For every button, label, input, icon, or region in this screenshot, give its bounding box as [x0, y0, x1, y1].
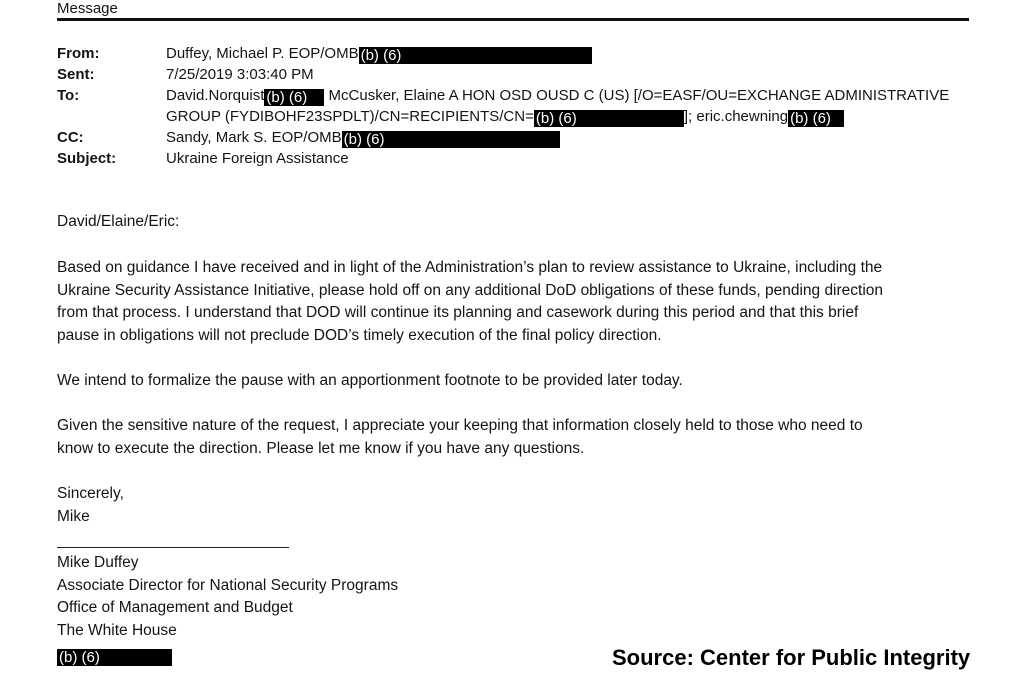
paragraph-3: [57, 415, 977, 460]
redaction-box: (b) (6): [788, 110, 844, 127]
to-recipient-cn: GROUP (FYDIBOHF23SPDLT)/CN=RECIPIENTS/CN=: [166, 108, 534, 125]
paragraph-line: from that process. I understand that DOD will continue its planning and casework during this period and that this brief: [57, 304, 859, 321]
to-recipient-mccusker: McCusker, Elaine A HON OSD OUSD C (US) [/O=EASF/OU=EXCHANGE ADMINISTRATIVE: [324, 87, 950, 104]
from-key: From:: [57, 45, 100, 62]
closing-name: Mike: [57, 508, 90, 525]
from-field: [166, 44, 592, 64]
cc-field: [166, 128, 560, 148]
to-recipient-norquist: David.Norquist: [166, 87, 265, 104]
redaction-box: (b) (6): [57, 649, 172, 666]
closing: Sincerely,: [57, 485, 124, 502]
paragraph-line: know to execute the direction. Please let me know if you have any questions.: [57, 439, 585, 457]
signature-rule: [57, 547, 289, 548]
to-key: To:: [57, 87, 80, 104]
paragraph-line: Based on guidance I have received and in light of the Administration’s plan to review assistance to Ukraine, including the: [57, 259, 883, 276]
signature-name: Mike Duffey: [57, 554, 139, 571]
source-credit: Source: Center for Public Integrity: [612, 645, 971, 670]
sent-value: 7/25/2019 3:03:40 PM: [166, 66, 314, 83]
paragraph-line: pause in obligations will not preclude DOD’s timely execution of the final policy direction.: [57, 326, 662, 344]
redaction-box: (b) (6): [342, 131, 560, 148]
signature-org: The White House: [57, 622, 177, 639]
to-recipient-chewning: ]; eric.chewning: [683, 108, 789, 125]
subject-key: Subject:: [57, 150, 117, 167]
message-label: Message: [57, 0, 118, 17]
redaction-box: (b) (6): [534, 110, 684, 127]
paragraph-1: [57, 257, 977, 347]
paragraph-line: Ukraine Security Assistance Initiative, please hold off on any additional DoD obligations of these funds, pending direction: [57, 281, 884, 299]
subject-value: Ukraine Foreign Assistance: [166, 150, 349, 167]
greeting: David/Elaine/Eric:: [57, 213, 180, 230]
signature-title: Associate Director for National Security Programs: [57, 577, 399, 594]
cc-value: Sandy, Mark S. EOP/OMB: [166, 129, 342, 146]
to-line-1: [166, 86, 949, 106]
paragraph-2: We intend to formalize the pause with an apportionment footnote to be provided later today.: [57, 372, 683, 389]
to-line-2: [166, 107, 844, 127]
cc-key: CC:: [57, 129, 84, 146]
sent-key: Sent:: [57, 66, 95, 83]
signature-office: Office of Management and Budget: [57, 599, 293, 616]
redaction-box: (b) (6): [359, 47, 592, 64]
from-value: Duffey, Michael P. EOP/OMB: [166, 45, 359, 62]
redaction-box: (b) (6): [264, 89, 324, 106]
header-rule: [57, 18, 969, 21]
paragraph-line: Given the sensitive nature of the request, I appreciate your keeping that information closely held to those who need to: [57, 417, 863, 434]
